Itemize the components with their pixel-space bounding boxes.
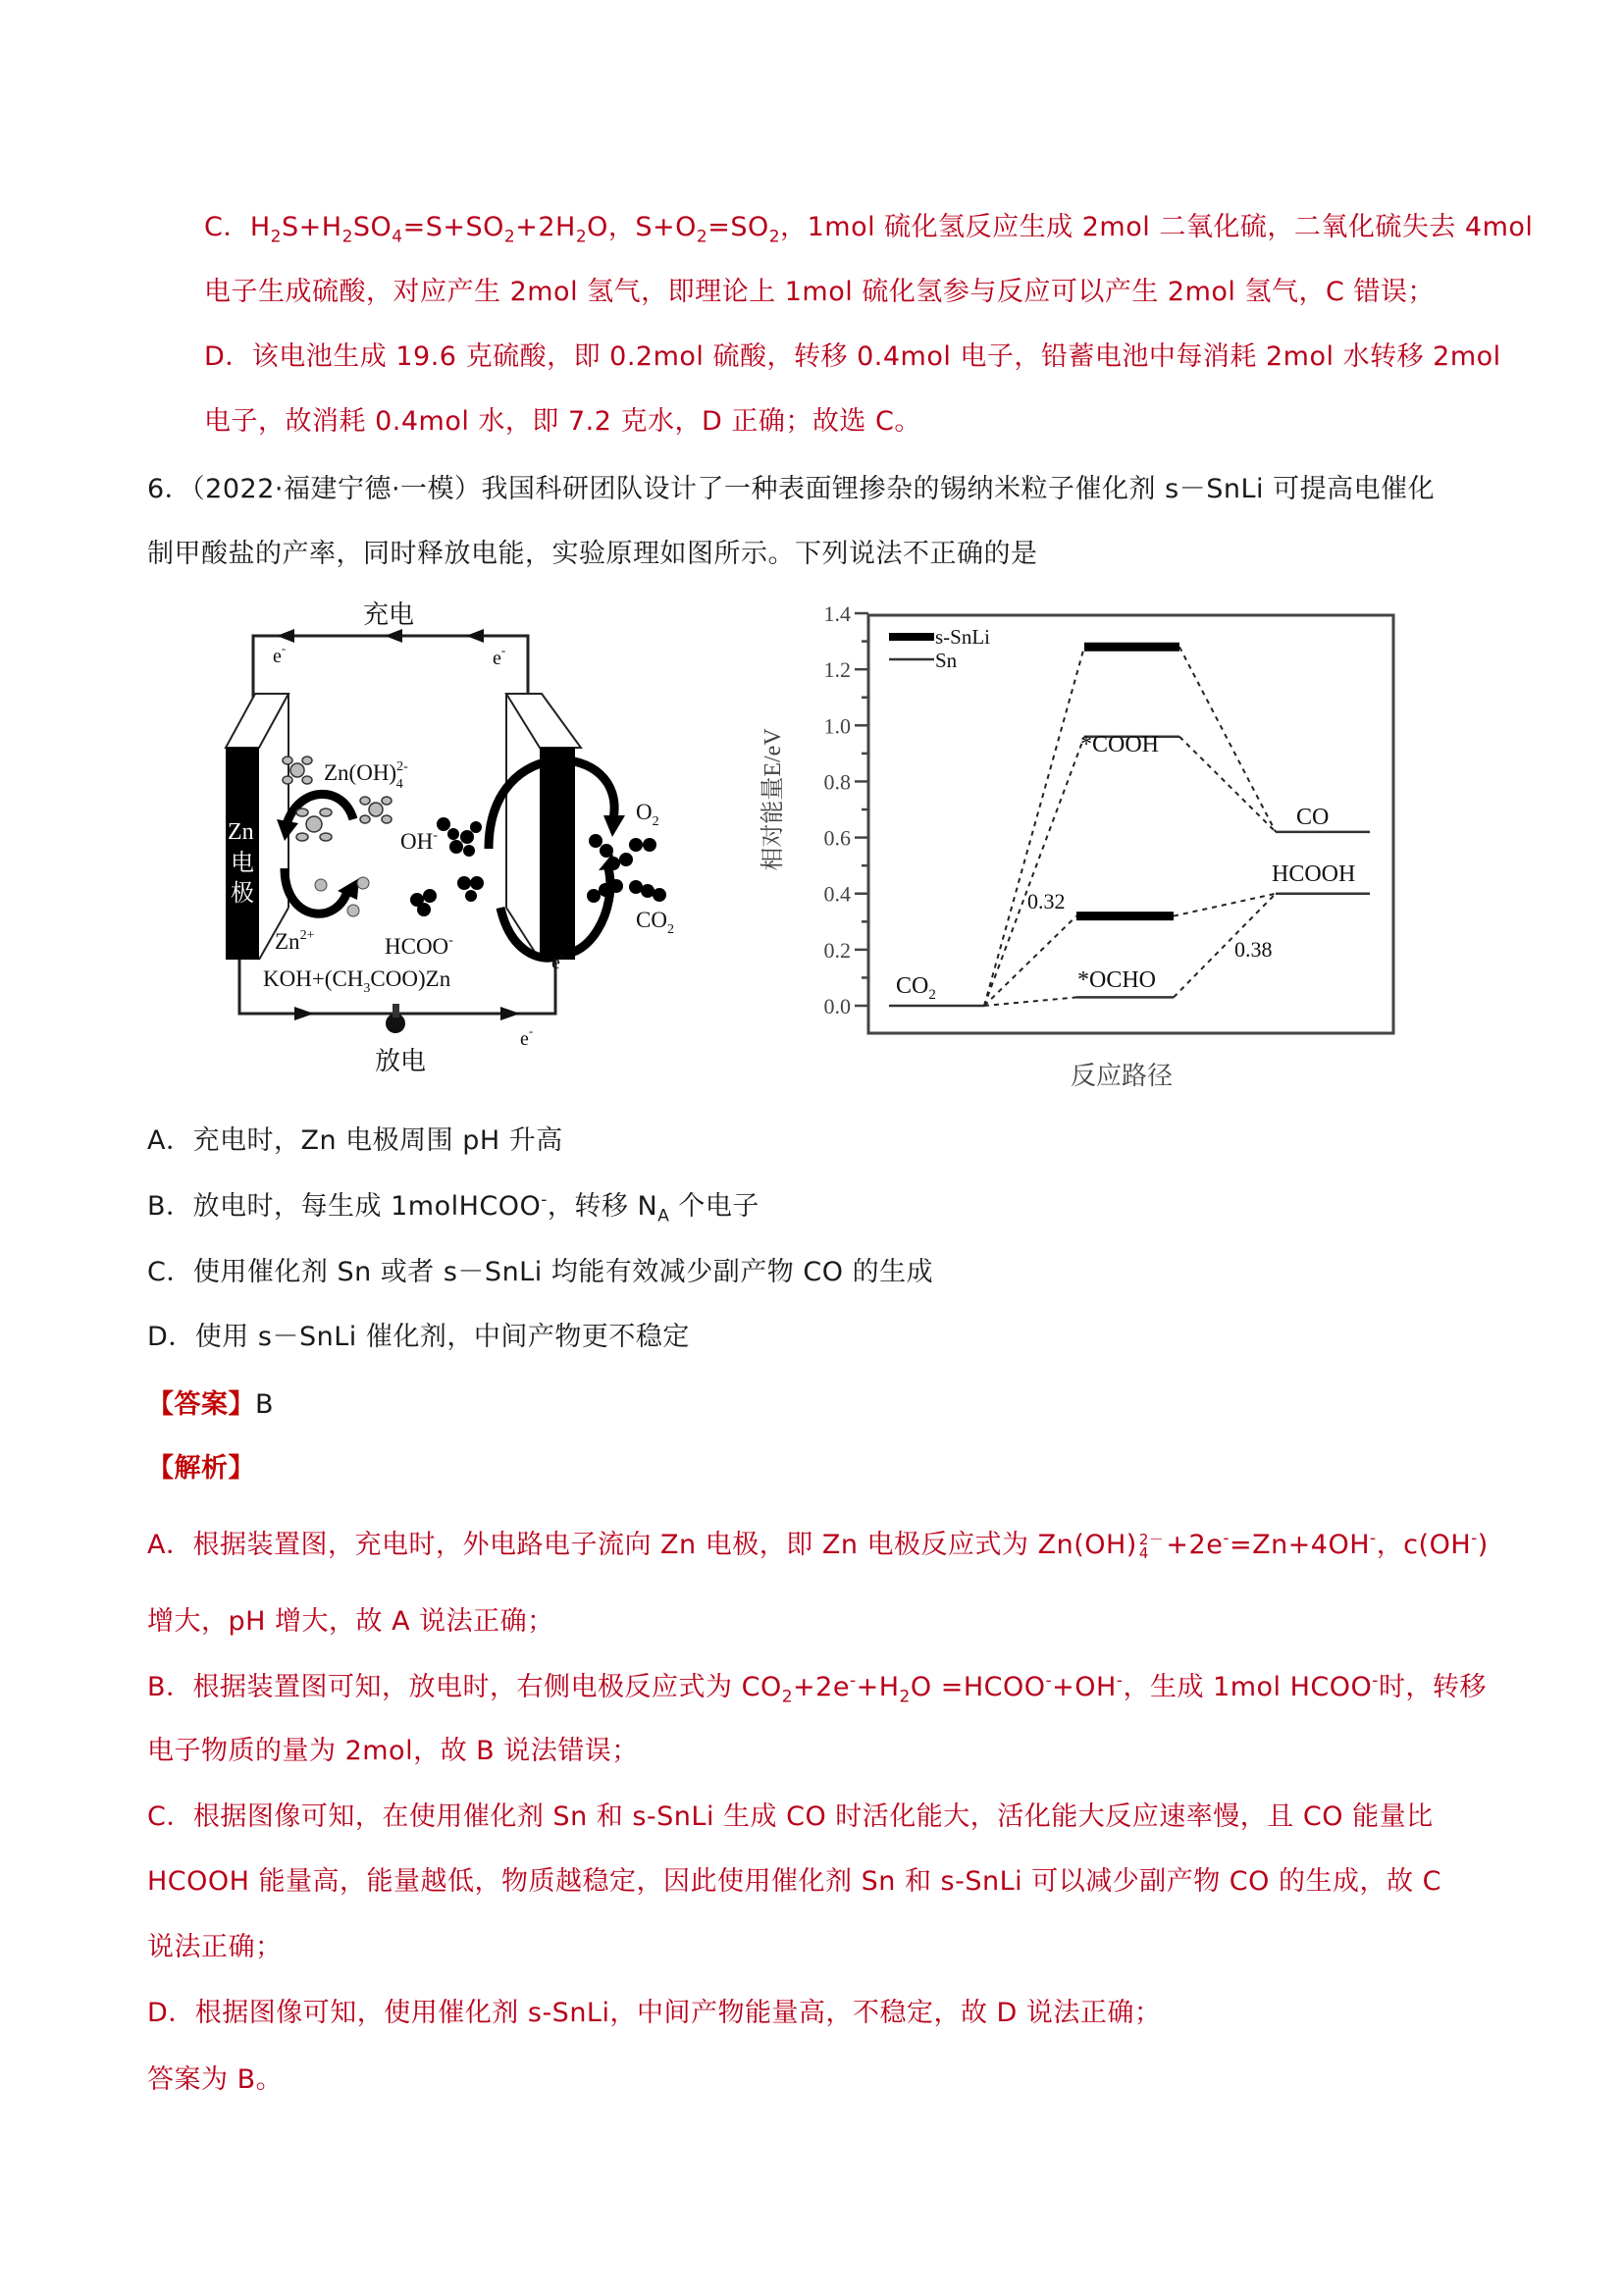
level-label-hcooh: HCOOH — [1272, 861, 1356, 887]
zincate-molecule-2 — [296, 809, 332, 841]
analysis-c-line1: C．根据图像可知，在使用催化剂 Sn 和 s-SnLi 生成 CO 时活化能大，活化能大反应速率慢，且 CO 能量比 — [147, 1801, 1434, 1832]
y-tick-label: 0.2 — [823, 937, 851, 963]
o2-molecules — [589, 834, 656, 870]
co2-label: $CO_2$ — [636, 908, 674, 937]
question-stem-line2: 制甲酸盐的产率，同时释放电能，实验原理如图所示。下列说法不正确的是 — [147, 539, 1038, 569]
electron-label-top-right: e- — [493, 643, 506, 669]
y-axis-label: 相对能量E/eV — [760, 728, 786, 871]
catalyst-electrode — [540, 748, 575, 960]
zincate-label: Zn(OH)$^{2-}$4 — [324, 759, 408, 792]
y-tick-label: 0.0 — [823, 994, 851, 1018]
formate-molecules — [410, 876, 484, 916]
formate-label: HCOO- — [385, 933, 453, 959]
pathway-connector — [1179, 737, 1276, 832]
option-b: B．放电时，每生成 1molHCOO-，转移 $N_A$ 个电子 — [147, 1190, 759, 1226]
zn-electrode-label-3: 极 — [231, 881, 254, 907]
prev-solution-c-line2: 电子生成硫酸，对应产生 2mol 氢气，即理论上 1mol 硫化氢参与反应可以产生 2mol 氢气，C 错误； — [204, 277, 1435, 307]
y-tick-label: 0.4 — [823, 881, 851, 907]
y-tick-label: 1.2 — [823, 657, 851, 683]
option-d: D．使用 s－SnLi 催化剂，中间产物更不稳定 — [147, 1322, 690, 1352]
electron-label-right: e- — [551, 947, 565, 973]
level-label-ocho: *OCHO — [1077, 967, 1157, 993]
question-stem-line1: 6．（2022·福建宁德·一模）我国科研团队设计了一种表面锂掺杂的锡纳米粒子催化剂 s－SnLi 可提高电催化 — [147, 474, 1436, 504]
zn-electrode-label-1: Zn — [228, 819, 254, 845]
option-c: C．使用催化剂 Sn 或者 s－SnLi 均能有效减少副产物 CO 的生成 — [147, 1257, 934, 1287]
y-tick-label: 0.6 — [823, 825, 851, 851]
prev-solution-c-line1: C．$H_2S+H_2SO_4=S+SO_2+2H_2O$，$S+O_2=SO_2$，1mol 硫化氢反应生成 2mol 二氧化硫，二氧化硫失去 4mol — [204, 212, 1534, 247]
discharge-label: 放电 — [375, 1047, 427, 1075]
analysis-a-line2: 增大，pH 增大，故 A 说法正确； — [147, 1606, 554, 1637]
analysis-b-line1: B．根据装置图可知，放电时，右侧电极反应式为 $CO_2+2e^-+H_2O$ =HCOO-+OH-，生成 1mol HCOO-时，转移 — [147, 1671, 1487, 1707]
answer-value: B — [255, 1389, 275, 1420]
y-tick-label: 1.4 — [823, 601, 851, 627]
legend-swatch-s-snli — [889, 633, 934, 641]
level-label-co: CO — [1296, 805, 1330, 830]
answer-line — [147, 1385, 274, 1425]
analysis-b-line2: 电子物质的量为 2mol，故 B 说法错误； — [147, 1736, 639, 1766]
discharge-arrow-1 — [294, 1007, 314, 1020]
annotation-038: 0.38 — [1234, 937, 1273, 962]
zn-electrode-label-2: 电 — [231, 851, 254, 876]
hydroxide-ions — [437, 817, 482, 857]
battery-diagram — [216, 584, 707, 1099]
prev-solution-d-line2: 电子，故消耗 0.4mol 水，即 7.2 克水，D 正确；故选 C。 — [204, 406, 921, 437]
co2-molecules — [587, 879, 666, 903]
answer-label: 【答案】 — [147, 1389, 255, 1420]
hydroxide-label: OH- — [400, 828, 438, 854]
option-a: A．充电时，Zn 电极周围 pH 升高 — [147, 1125, 563, 1156]
annotation-032: 0.32 — [1027, 889, 1066, 913]
zn-ion-3 — [347, 905, 359, 916]
pathway-connector — [1174, 894, 1276, 916]
prev-solution-d-line1: D．该电池生成 19.6 克硫酸，即 0.2mol 硫酸，转移 0.4mol 电子，铅蓄电池中每消耗 2mol 水转移 2mol — [204, 341, 1501, 372]
analysis-conclusion: 答案为 B。 — [147, 2064, 284, 2095]
y-tick-label: 1.0 — [823, 713, 851, 739]
legend-label-sn: Sn — [935, 649, 958, 672]
level-label-cooh: *COOH — [1080, 732, 1160, 757]
zn-ion-1 — [315, 879, 327, 891]
pathway-connector — [984, 647, 1084, 1006]
analysis-heading: 【解析】 — [147, 1453, 255, 1484]
zn-ion-label: $Zn^{2+}$ — [275, 928, 315, 954]
analysis-c-line3: 说法正确； — [147, 1932, 283, 1962]
electrolyte-label: $KOH+(CH_3COO)Zn$ — [263, 966, 451, 996]
discharge-arrow-2 — [500, 1007, 520, 1020]
y-tick-label: 0.8 — [823, 769, 851, 795]
pathway-connector — [984, 916, 1076, 1006]
electron-label-top-left: e- — [273, 641, 287, 667]
charge-label: 充电 — [363, 600, 415, 629]
charge-arrow-2 — [385, 629, 402, 643]
o2-label: $O_2$ — [636, 800, 659, 829]
energy-profile-chart — [751, 589, 1418, 1099]
analysis-d-line1: D．根据图像可知，使用催化剂 s-SnLi，中间产物能量高，不稳定，故 D 说法正确； — [147, 1998, 1162, 2028]
pathway-connector — [1179, 647, 1276, 832]
x-axis-label: 反应路径 — [1070, 1062, 1174, 1090]
zincate-molecule-1 — [283, 757, 312, 784]
left-electrode-face — [226, 694, 288, 748]
charge-arrow-3 — [466, 629, 484, 643]
analysis-a-line1: A．根据装置图，充电时，外电路电子流向 Zn 电极，即 Zn 电极反应式为 Zn(OH) 2－ 4 +2e-=Zn+4OH-，c(OH-) — [147, 1529, 1489, 1562]
analysis-c-line2: HCOOH 能量高，能量越低，物质越稳定，因此使用催化剂 Sn 和 s-SnLi 可以减少副产物 CO 的生成，故 C — [147, 1866, 1441, 1897]
level-label-co2: $CO_2$ — [896, 973, 936, 1003]
legend-label-s-snli: s-SnLi — [935, 625, 991, 649]
zincate-molecule-3 — [360, 797, 392, 823]
zn-ion-2 — [357, 877, 369, 889]
pathway-connector — [984, 737, 1084, 1006]
electron-label-bottom: e- — [520, 1023, 534, 1050]
pathway-connector — [984, 997, 1076, 1006]
